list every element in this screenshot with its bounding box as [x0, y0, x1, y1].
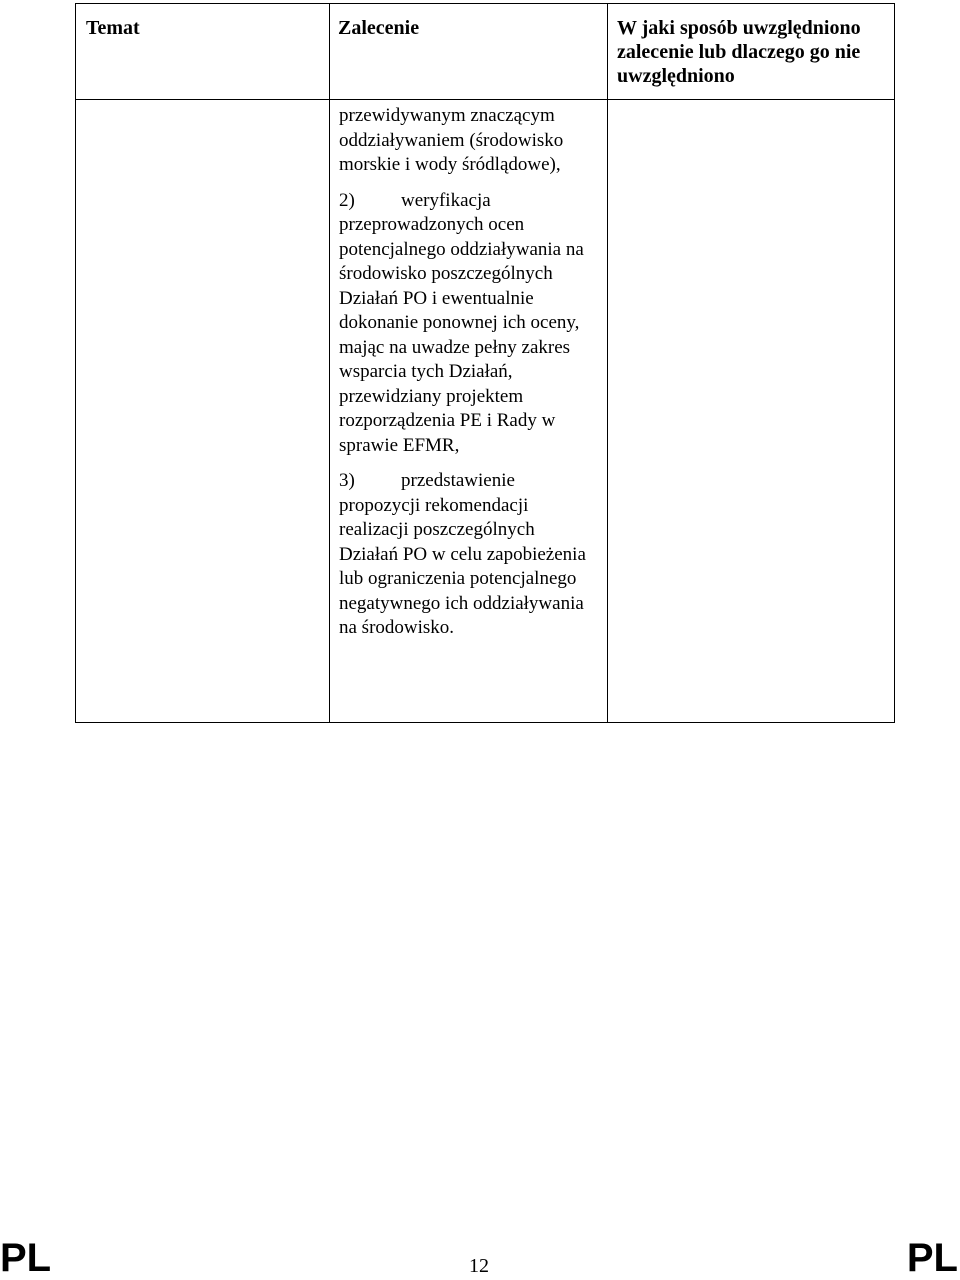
item-3-text: przedstawienie propozycji rekomendacji realizacji poszczególnych Działań PO w celu zapobieżenia lub ograniczenia potencjalnego negatywnego ich oddziaływania na środowisko.	[339, 470, 586, 638]
column-divider-1	[329, 4, 330, 722]
header-topic: Temat	[86, 17, 140, 39]
footer-language-code-right: PL	[906, 1236, 958, 1280]
item-3-number: 3)	[339, 470, 355, 491]
item-2-number: 2)	[339, 189, 355, 211]
header-response: W jaki sposób uwzględniono zalecenie lub dlaczego go nie uwzględniono	[617, 17, 861, 87]
recommendation-item-3	[339, 469, 589, 641]
recommendations-table	[75, 3, 895, 723]
recommendation-item-2	[339, 189, 589, 459]
item-2-text: weryfikacja przeprowadzonych ocen potencjalnego oddziaływania na środowisko poszczególnych Działań PO i ewentualnie dokonanie ponownej ich oceny, mając na uwadze pełny zakres wsparcia tych Działań, przewidziany projektem rozporządzenia PE i Rady w sprawie EFMR,	[339, 189, 584, 456]
footer-language-code-left: PL	[0, 1236, 52, 1280]
column-divider-2	[607, 4, 608, 722]
header-divider	[76, 99, 894, 100]
page-number: 12	[469, 1255, 489, 1277]
recommendation-paragraph-1: przewidywanym znaczącym oddziaływaniem (środowisko morskie i wody śródlądowe),	[339, 105, 564, 175]
recommendation-cell	[339, 104, 589, 641]
header-recommendation: Zalecenie	[338, 17, 420, 39]
